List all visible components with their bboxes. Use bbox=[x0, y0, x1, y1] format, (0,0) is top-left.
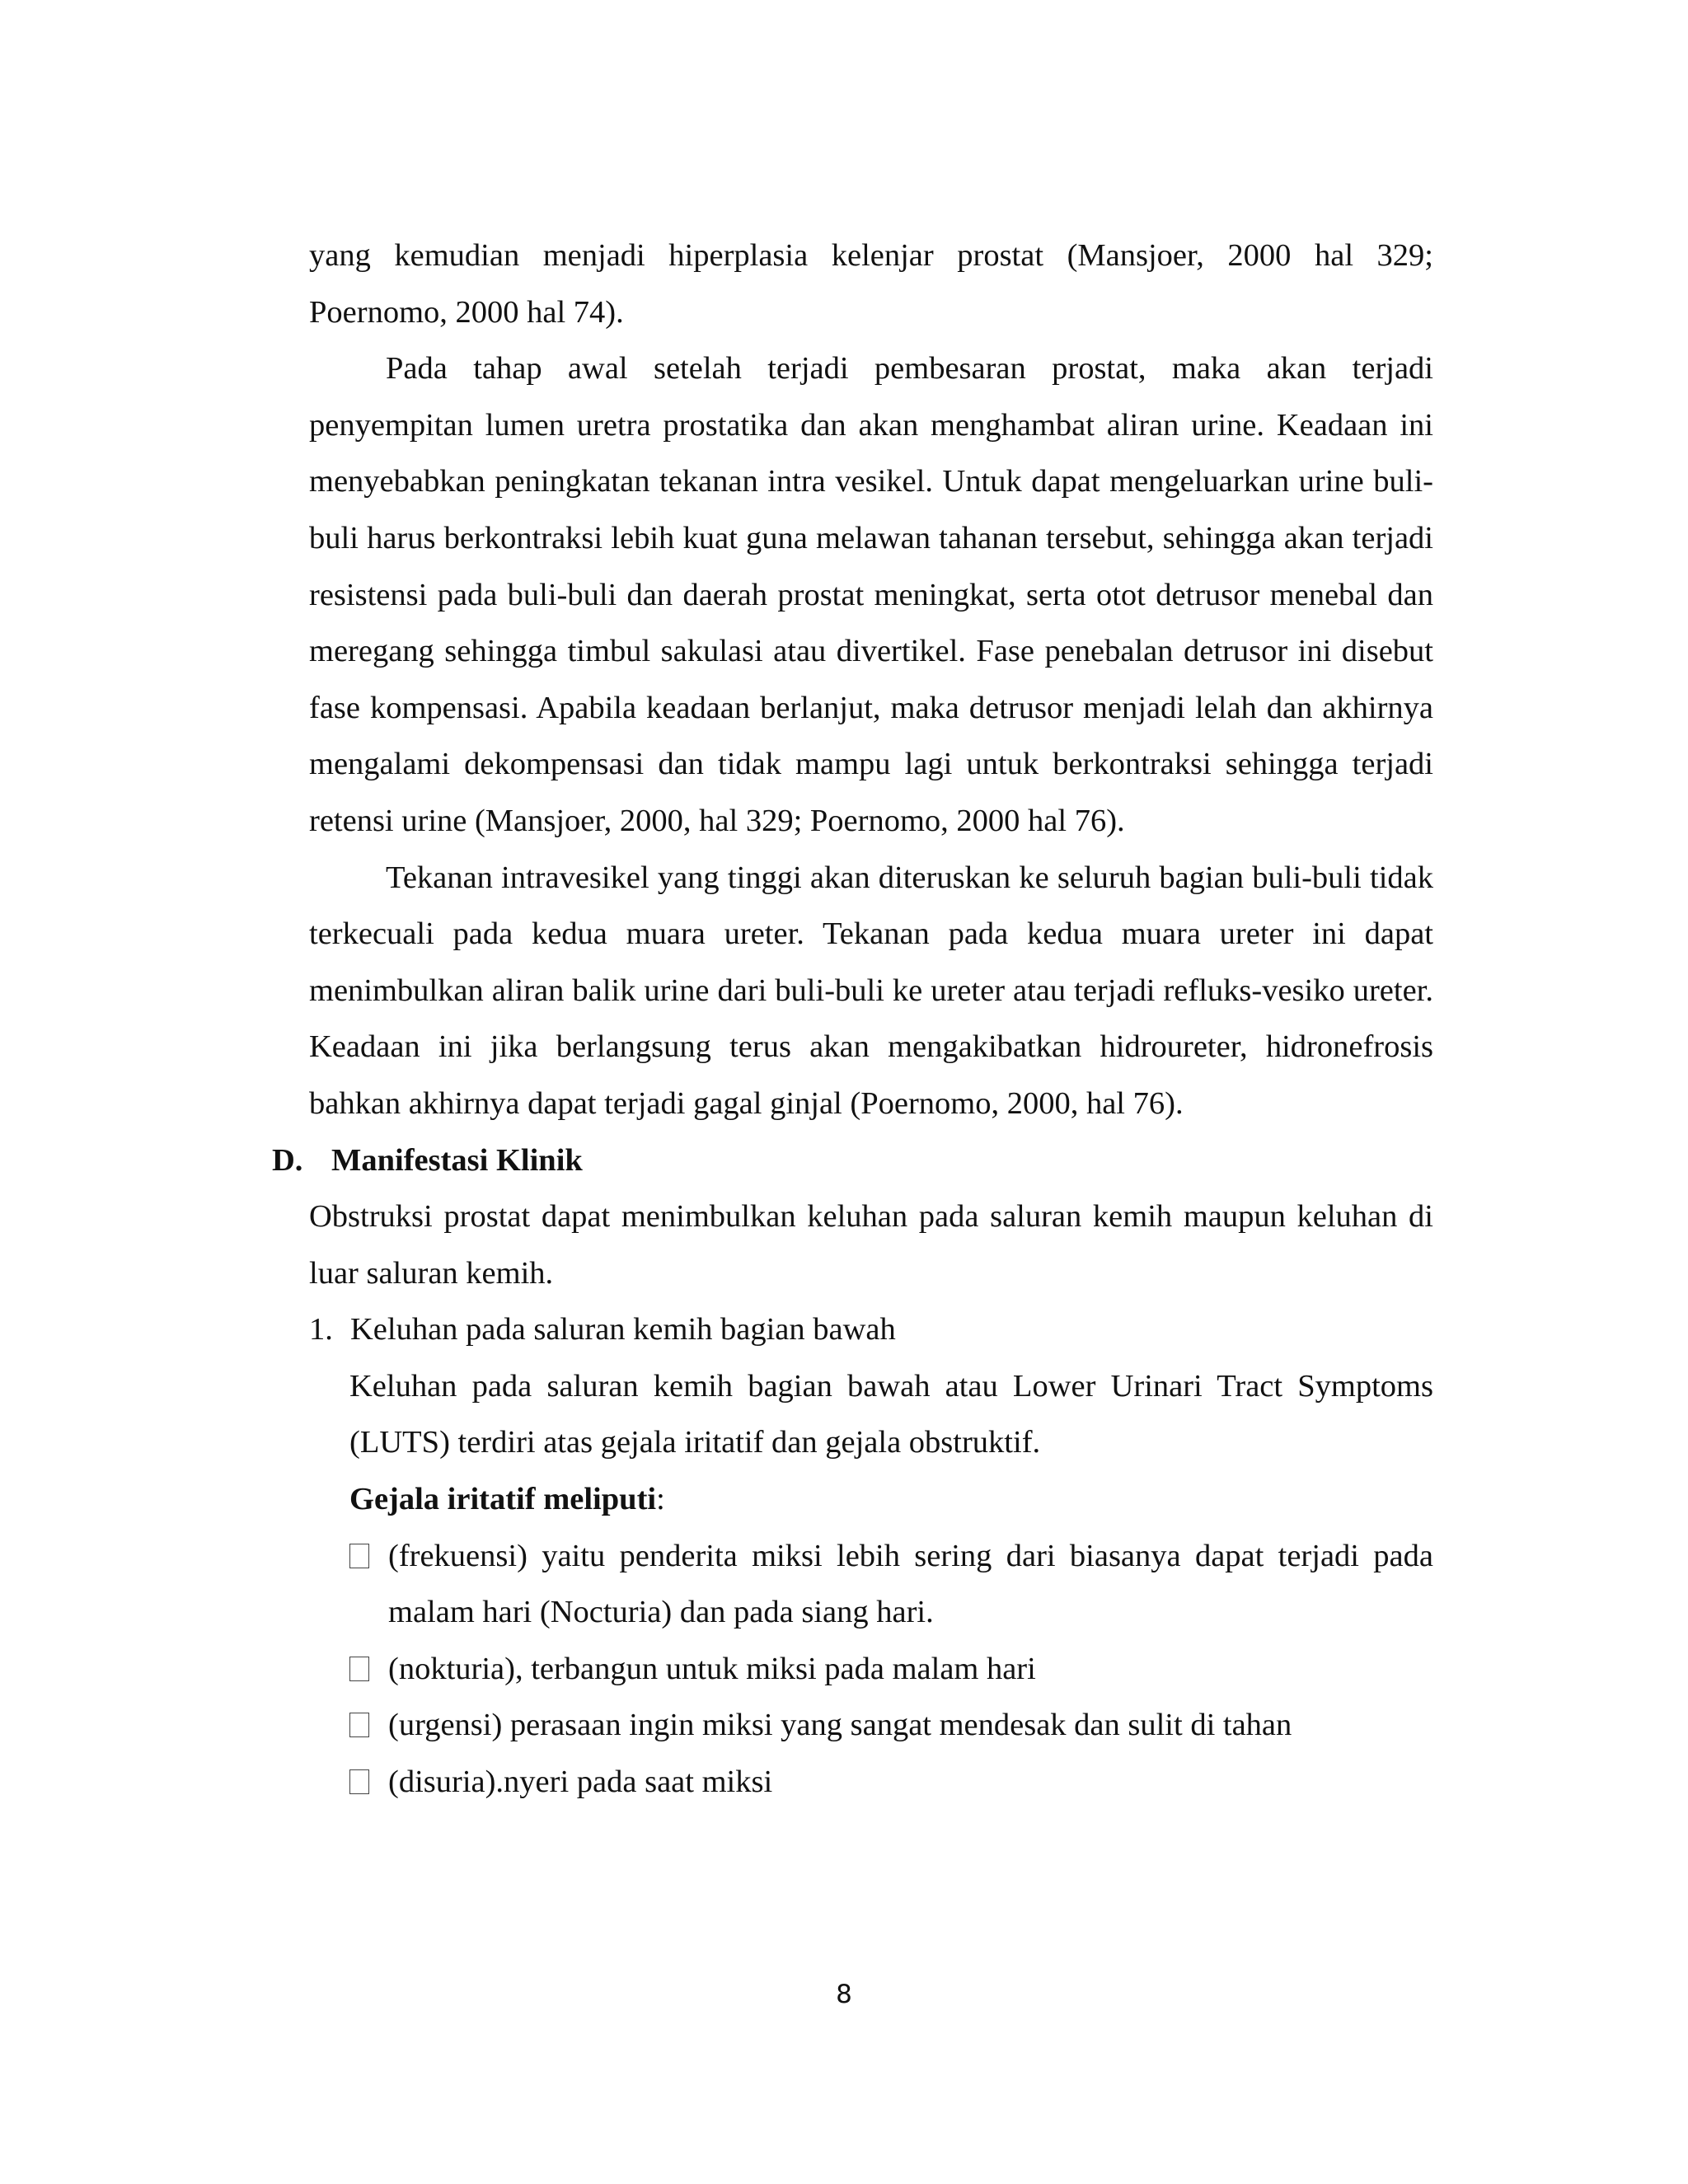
bullet-text: (disuria).nyeri pada saat miksi bbox=[388, 1765, 773, 1800]
bullet-box-icon bbox=[349, 1544, 369, 1568]
list-item-title: Keluhan pada saluran kemih bagian bawah bbox=[350, 1312, 896, 1347]
bullet-text: (nokturia), terbangun untuk miksi pada malam hari bbox=[388, 1651, 1036, 1686]
page-content bbox=[272, 227, 1433, 1811]
bullet-box-icon bbox=[349, 1769, 369, 1794]
subheading-colon: : bbox=[656, 1482, 665, 1517]
bullet-box-icon bbox=[349, 1657, 369, 1681]
subheading-text: Gejala iritatif meliputi bbox=[349, 1482, 657, 1517]
page-number: 8 bbox=[836, 1980, 852, 2009]
section-heading bbox=[272, 1132, 1433, 1189]
bullet-text: (urgensi) perasaan ingin miksi yang sangat mendesak dan sulit di tahan bbox=[388, 1708, 1292, 1743]
list-number: 1. bbox=[309, 1312, 333, 1347]
subheading-irritative bbox=[349, 1471, 1433, 1528]
paragraph-prostate-stage: Pada tahap awal setelah terjadi pembesaran prostat, maka akan terjadi penyempitan lumen uretra prostatika dan akan menghambat aliran urine. Keadaan ini menyebabkan peningkatan tekanan intra vesikel. Untuk dapat mengeluarkan urine buli-buli harus berkontraksi lebih kuat guna melawan tahanan tersebut, sehingga akan terjadi resistensi pada buli-buli dan daerah prostat meningkat, serta otot detrusor menebal dan meregang sehingga timbul sakulasi atau divertikel. Fase penebalan detrusor ini disebut fase kompensasi. Apabila keadaan berlanjut, maka detrusor menjadi lelah dan akhirnya mengalami dekompensasi dan tidak mampu lagi untuk berkontraksi sehingga terjadi retensi urine (Mansjoer, 2000, hal 329; Poernomo, 2000 hal 76). bbox=[309, 351, 1433, 838]
bullet-item-frequency bbox=[349, 1528, 1433, 1641]
section-intro: Obstruksi prostat dapat menimbulkan keluhan pada saluran kemih maupun keluhan di luar saluran kemih. bbox=[309, 1199, 1433, 1291]
list-item-1-title bbox=[309, 1301, 1433, 1358]
bullet-item-urgency bbox=[349, 1697, 1433, 1754]
bullet-box-icon bbox=[349, 1713, 369, 1737]
bullet-text: (frekuensi) yaitu penderita miksi lebih sering dari biasanya dapat terjadi pada malam hari (Nocturia) dan pada siang hari. bbox=[388, 1538, 1433, 1630]
bullet-item-dysuria bbox=[349, 1754, 1433, 1811]
bullet-item-nocturia bbox=[349, 1641, 1433, 1698]
paragraph-intravesical-pressure: Tekanan intravesikel yang tinggi akan diteruskan ke seluruh bagian buli-buli tidak terkecuali pada kedua muara ureter. Tekanan pada kedua muara ureter ini dapat menimbulkan aliran balik urine dari buli-buli ke ureter atau terjadi refluks-vesiko ureter. Keadaan ini jika berlangsung terus akan mengakibatkan hidroureter, hidronefrosis bahkan akhirnya dapat terjadi gagal ginjal (Poernomo, 2000, hal 76). bbox=[309, 860, 1433, 1121]
section-letter: D. bbox=[272, 1142, 303, 1178]
list-item-1-description: Keluhan pada saluran kemih bagian bawah atau Lower Urinari Tract Symptoms (LUTS) terdiri atas gejala iritatif dan gejala obstruktif. bbox=[349, 1368, 1433, 1460]
section-title: Manifestasi Klinik bbox=[331, 1142, 583, 1178]
paragraph-continuation: yang kemudian menjadi hiperplasia kelenjar prostat (Mansjoer, 2000 hal 329; Poernomo, 2000 hal 74). bbox=[309, 238, 1433, 330]
